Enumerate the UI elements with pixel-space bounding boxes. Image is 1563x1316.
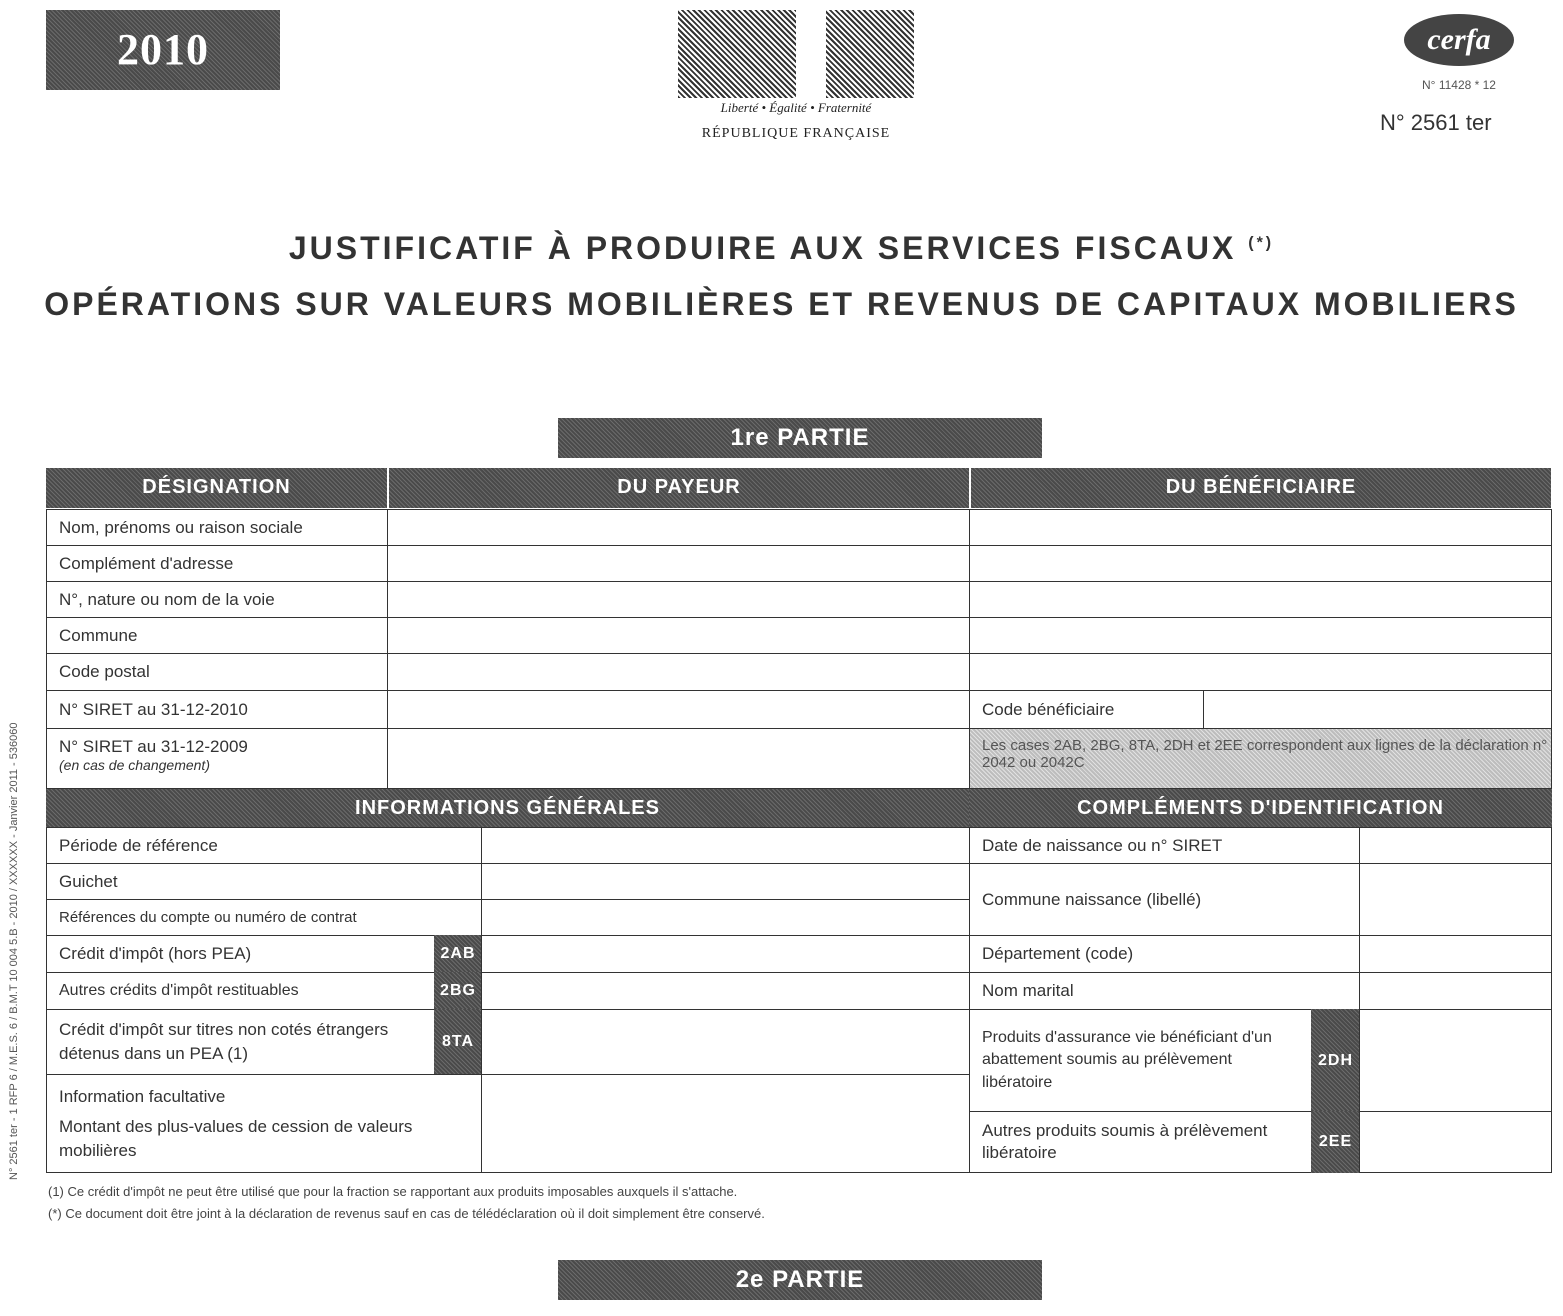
code-8ta: 8TA	[434, 1009, 482, 1075]
section-banner-part1: 1re PARTIE	[558, 418, 1042, 458]
payeur-siret-2009-field[interactable]	[387, 728, 970, 789]
payeur-siret-2010-field[interactable]	[387, 690, 970, 729]
periode-field[interactable]	[481, 827, 970, 864]
commune-naissance-field[interactable]	[1359, 863, 1552, 936]
payeur-nom-field[interactable]	[387, 509, 970, 546]
code-2bg: 2BG	[434, 972, 482, 1010]
nom-marital-field[interactable]	[1359, 972, 1552, 1010]
row-label-autres-credits: Autres crédits d'impôt restituables	[46, 972, 435, 1010]
row-label-siret-2010: N° SIRET au 31-12-2010	[46, 690, 388, 729]
code-beneficiaire-field[interactable]	[1203, 690, 1552, 729]
beneficiaire-voie-field[interactable]	[969, 581, 1552, 618]
section-banner-part2: 2e PARTIE	[558, 1260, 1042, 1300]
guichet-field[interactable]	[481, 863, 970, 900]
beneficiaire-nom-field[interactable]	[969, 509, 1552, 546]
beneficiaire-commune-field[interactable]	[969, 617, 1552, 654]
payeur-voie-field[interactable]	[387, 581, 970, 618]
credit-hors-pea-field[interactable]	[481, 935, 970, 973]
cerfa-number: N° 11428 * 12	[1422, 78, 1496, 92]
row-label-commune-naissance: Commune naissance (libellé)	[969, 863, 1360, 936]
cases-note: Les cases 2AB, 2BG, 8TA, 2DH et 2EE correspondent aux lignes de la déclaration n° 2042 ou 2042C	[969, 728, 1552, 789]
payeur-commune-field[interactable]	[387, 617, 970, 654]
row-label-plus-values	[46, 1074, 482, 1173]
row-label-nom-marital: Nom marital	[969, 972, 1360, 1010]
side-reference-text: N° 2561 ter - 1 RFP 6 / M.E.S. 6 / B.M.T 10 004 5.B - 2010 / XXXXXX - Janvier 2011 - 536060	[8, 722, 20, 1180]
row-label-autres-produits: Autres produits soumis à prélèvement libératoire	[969, 1111, 1312, 1173]
form-number: N° 2561 ter	[1380, 110, 1492, 135]
row-label-date-naissance: Date de naissance ou n° SIRET	[969, 827, 1360, 864]
row-label-commune: Commune	[46, 617, 388, 654]
header-complements-identification: COMPLÉMENTS D'IDENTIFICATION	[969, 789, 1552, 827]
payeur-code-postal-field[interactable]	[387, 653, 970, 691]
beneficiaire-complement-field[interactable]	[969, 545, 1552, 582]
marianne-logo	[678, 10, 914, 98]
siret-2009-sublabel: (en cas de changement)	[59, 757, 210, 773]
year-banner: 2010	[46, 10, 280, 90]
row-label-references: Références du compte ou numéro de contrat	[46, 899, 482, 936]
code-beneficiaire-label: Code bénéficiaire	[969, 690, 1204, 729]
row-label-nom: Nom, prénoms ou raison sociale	[46, 509, 388, 546]
header-beneficiaire: DU BÉNÉFICIAIRE	[971, 468, 1551, 508]
row-label-credit-hors-pea: Crédit d'impôt (hors PEA)	[46, 935, 435, 973]
autres-produits-field[interactable]	[1359, 1111, 1552, 1173]
row-label-voie: N°, nature ou nom de la voie	[46, 581, 388, 618]
plus-values-label: Montant des plus-values de cession de valeurs mobilières	[59, 1116, 413, 1160]
row-label-guichet: Guichet	[46, 863, 482, 900]
credit-pea-field[interactable]	[481, 1009, 970, 1075]
row-label-assurance-vie: Produits d'assurance vie bénéficiant d'un abattement soumis au prélèvement libératoire	[969, 1009, 1312, 1112]
code-2ab: 2AB	[434, 935, 482, 973]
footnote-1: (1) Ce crédit d'impôt ne peut être utilisé que pour la fraction se rapportant aux produits imposables auxquels il s'attache.	[48, 1184, 738, 1199]
row-label-periode: Période de référence	[46, 827, 482, 864]
code-2dh: 2DH	[1311, 1009, 1360, 1112]
title-line-1: JUSTIFICATIF À PRODUIRE AUX SERVICES FISCAUX	[288, 230, 1237, 266]
code-2ee: 2EE	[1311, 1111, 1360, 1173]
row-label-credit-pea: Crédit d'impôt sur titres non cotés étrangers détenus dans un PEA (1)	[46, 1009, 435, 1075]
info-facultative-label: Information facultative	[59, 1087, 226, 1106]
row-label-code-postal: Code postal	[46, 653, 388, 691]
republic-name: RÉPUBLIQUE FRANÇAISE	[701, 126, 891, 141]
references-field[interactable]	[481, 899, 970, 936]
republic-motto: Liberté • Égalité • Fraternité	[720, 100, 872, 115]
beneficiaire-code-postal-field[interactable]	[969, 653, 1552, 691]
row-label-complement: Complément d'adresse	[46, 545, 388, 582]
assurance-vie-field[interactable]	[1359, 1009, 1552, 1112]
departement-field[interactable]	[1359, 935, 1552, 973]
footnote-star: (*) Ce document doit être joint à la déclaration de revenus sauf en cas de télédéclaration où il doit simplement être conservé.	[48, 1206, 765, 1221]
header-informations-generales: INFORMATIONS GÉNÉRALES	[46, 789, 969, 827]
page-subtitle: OPÉRATIONS SUR VALEURS MOBILIÈRES ET REVENUS DE CAPITAUX MOBILIERS	[44, 286, 1519, 322]
row-label-siret-2009	[46, 728, 388, 789]
cerfa-logo: cerfa	[1404, 14, 1514, 66]
date-naissance-field[interactable]	[1359, 827, 1552, 864]
page-title	[0, 230, 1563, 267]
header-designation: DÉSIGNATION	[46, 468, 387, 508]
title-footnote-mark: (*)	[1248, 234, 1275, 252]
row-label-departement: Département (code)	[969, 935, 1360, 973]
autres-credits-field[interactable]	[481, 972, 970, 1010]
header-payeur: DU PAYEUR	[389, 468, 969, 508]
siret-2009-label: N° SIRET au 31-12-2009	[59, 737, 248, 756]
plus-values-field[interactable]	[481, 1074, 970, 1173]
payeur-complement-field[interactable]	[387, 545, 970, 582]
